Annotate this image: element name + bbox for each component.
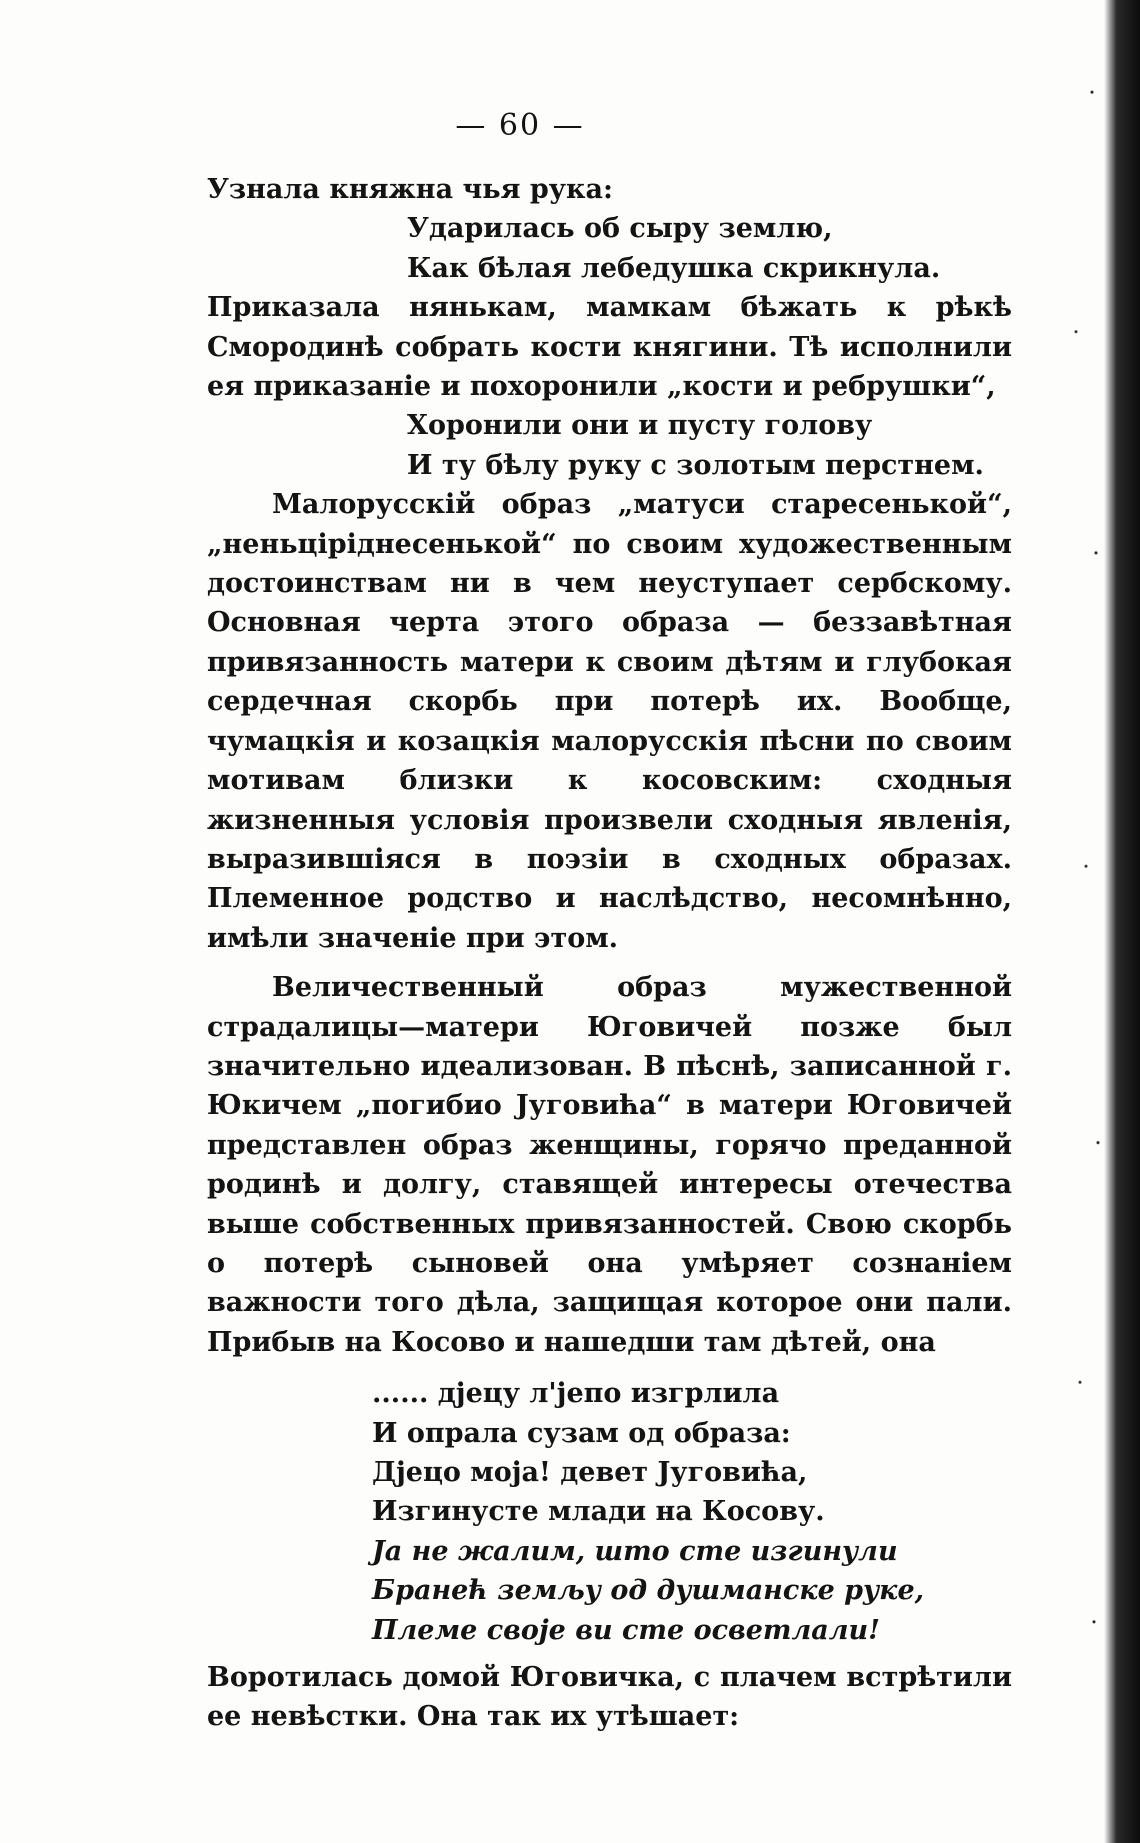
verse-line: Как бѣлая лебедушка скрикнула. [407,252,941,284]
paragraph-mother-jugovici: Величественный образ мужественной страдалицы—матери Юговичей позже был значительно идеализован. В пѣснѣ, записанной г. Юкичем „погибио Југовића“ в матери Юговичей представлен образ женщины, горячо преданной родинѣ и долгу, ставящей интересы отечества выше собственных привязанностей. Свою скорбь о потерѣ сыновей она умѣряет сознаніем важности того дѣла, защищая которое они пали. Прибыв на Косово и нашедши там дѣтей, она [207,972,1012,1358]
verse-block-1 [207,209,1012,288]
poem-block [207,1374,1012,1650]
poem-line: ...... дјецу л'јепо изгрлила [372,1378,780,1410]
verse-line: И ту бѣлу руку с золотым перстнем. [407,449,984,481]
poem-italic-line: Бранећ земљу од душманске руке, [372,1575,925,1607]
verse-line: Хоронили они и пусту голову [407,410,873,442]
page-number: — 60 — [455,108,585,143]
paragraph-burial: Приказала нянькам, мамкам бѣжать к рѣкѣ Смородинѣ собрать кости княгини. Тѣ исполнили ея приказаніе и похоронили „кости и ребрушки“, [207,292,1012,403]
verse-line: Ударилась об сыру землю, [407,213,833,245]
scan-noise [1064,0,1104,1843]
poem-italic-line: Племе своје ви сте осветлали! [372,1614,881,1646]
poem-line: Дјецо моја! девет Југовића, [372,1457,808,1488]
intro-line: Узнала княжна чья рука: [207,174,614,205]
binding-edge-shadow [1104,0,1140,1843]
body-text [207,170,1012,1737]
poem-line: Изгинусте млади на Косову. [372,1496,825,1528]
paragraph-little-russian-image: Малорусскій образ „матуси старесенькой“, „неньціріднесенькой“ по своим художественным достоинствам ни в чем неуступает сербскому. Основная черта этого образа — беззавѣтная привязанность матери к своим дѣтям и глубокая сердечная скорбь при потерѣ их. Вообще, чумацкія и козацкія малорусскія пѣсни по своим мотивам близки к косовским: сходныя жизненныя условія произвели сходныя явленія, выразившіяся в поэзіи в сходных образах. Племенное родство и наслѣдство, несомнѣнно, имѣли значеніе при этом. [207,489,1012,954]
paragraph-return-home: Воротилась домой Юговичка, с плачем встрѣтили ее невѣстки. Она так их утѣшает: [207,1662,1012,1733]
poem-line: И опрала сузам од образа: [372,1417,791,1449]
verse-block-2 [207,406,1012,485]
poem-italic-line: Ја не жалим, што сте изгинули [372,1535,898,1567]
